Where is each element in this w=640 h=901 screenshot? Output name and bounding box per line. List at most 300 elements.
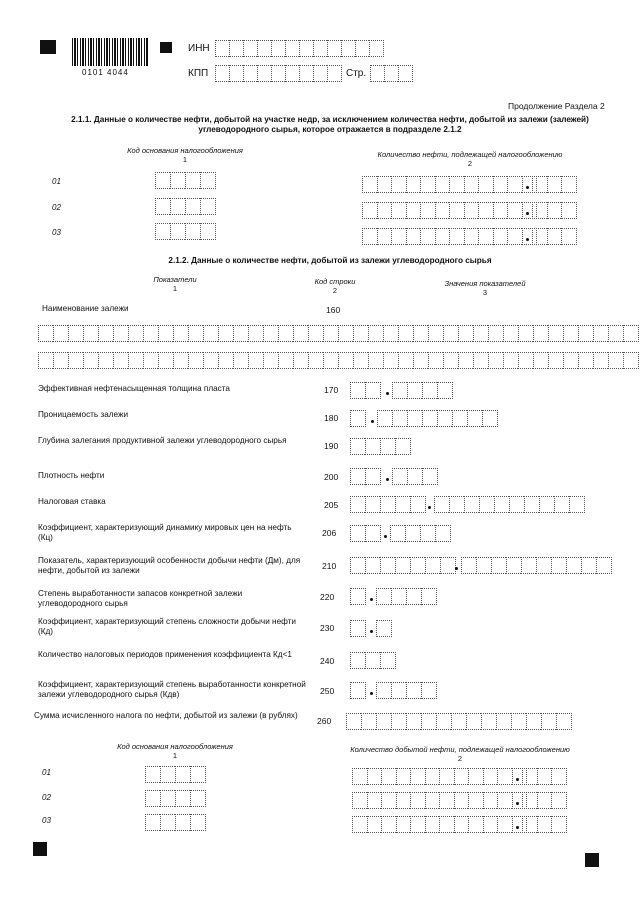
char-cell[interactable]	[175, 766, 190, 783]
char-cell[interactable]	[38, 352, 53, 369]
bottom-code-02[interactable]	[145, 790, 206, 807]
char-cell[interactable]	[398, 352, 413, 369]
char-cell[interactable]	[293, 352, 308, 369]
char-cell[interactable]	[353, 352, 368, 369]
char-cell[interactable]	[440, 557, 456, 574]
char-cell[interactable]	[468, 792, 483, 809]
char-cell[interactable]	[503, 352, 518, 369]
char-cell[interactable]	[346, 713, 361, 730]
char-cell[interactable]	[547, 176, 562, 193]
char-cell[interactable]	[383, 325, 398, 342]
char-cell[interactable]	[190, 790, 206, 807]
char-cell[interactable]	[533, 325, 548, 342]
indicator-210-int[interactable]	[350, 557, 456, 574]
indicator-240[interactable]	[350, 652, 396, 669]
char-cell[interactable]	[113, 325, 128, 342]
char-cell[interactable]	[190, 766, 206, 783]
char-cell[interactable]	[362, 202, 377, 219]
indicator-250-int[interactable]	[350, 682, 366, 699]
char-cell[interactable]	[623, 325, 639, 342]
char-cell[interactable]	[566, 557, 581, 574]
char-cell[interactable]	[578, 352, 593, 369]
char-cell[interactable]	[398, 325, 413, 342]
char-cell[interactable]	[569, 496, 585, 513]
char-cell[interactable]	[478, 202, 493, 219]
char-cell[interactable]	[350, 382, 365, 399]
char-cell[interactable]	[406, 682, 421, 699]
char-cell[interactable]	[449, 202, 464, 219]
char-cell[interactable]	[458, 325, 473, 342]
char-cell[interactable]	[434, 496, 449, 513]
char-cell[interactable]	[365, 496, 380, 513]
char-cell[interactable]	[509, 496, 524, 513]
indicator-180-frac[interactable]	[377, 410, 498, 427]
char-cell[interactable]	[556, 713, 572, 730]
char-cell[interactable]	[365, 652, 380, 669]
char-cell[interactable]	[215, 40, 229, 57]
char-cell[interactable]	[428, 325, 443, 342]
char-cell[interactable]	[425, 792, 440, 809]
char-cell[interactable]	[532, 176, 547, 193]
char-cell[interactable]	[522, 816, 537, 833]
char-cell[interactable]	[203, 352, 218, 369]
char-cell[interactable]	[293, 325, 308, 342]
char-cell[interactable]	[537, 792, 552, 809]
char-cell[interactable]	[623, 352, 639, 369]
char-cell[interactable]	[173, 325, 188, 342]
char-cell[interactable]	[350, 468, 365, 485]
char-cell[interactable]	[532, 228, 547, 245]
char-cell[interactable]	[160, 814, 175, 831]
char-cell[interactable]	[350, 525, 365, 542]
char-cell[interactable]	[395, 557, 410, 574]
char-cell[interactable]	[353, 325, 368, 342]
char-cell[interactable]	[173, 352, 188, 369]
char-cell[interactable]	[497, 768, 512, 785]
char-cell[interactable]	[341, 40, 355, 57]
char-cell[interactable]	[496, 713, 511, 730]
char-cell[interactable]	[98, 325, 113, 342]
char-cell[interactable]	[563, 325, 578, 342]
char-cell[interactable]	[155, 198, 170, 215]
char-cell[interactable]	[338, 325, 353, 342]
char-cell[interactable]	[229, 40, 243, 57]
char-cell[interactable]	[406, 176, 421, 193]
char-cell[interactable]	[422, 410, 437, 427]
char-cell[interactable]	[352, 816, 367, 833]
char-cell[interactable]	[539, 496, 554, 513]
char-cell[interactable]	[479, 496, 494, 513]
char-cell[interactable]	[160, 790, 175, 807]
char-cell[interactable]	[420, 202, 435, 219]
char-cell[interactable]	[451, 713, 466, 730]
char-cell[interactable]	[410, 768, 425, 785]
char-cell[interactable]	[352, 768, 367, 785]
char-cell[interactable]	[468, 816, 483, 833]
char-cell[interactable]	[449, 228, 464, 245]
char-cell[interactable]	[380, 557, 395, 574]
char-cell[interactable]	[392, 410, 407, 427]
char-cell[interactable]	[452, 410, 467, 427]
char-cell[interactable]	[478, 228, 493, 245]
char-cell[interactable]	[68, 352, 83, 369]
char-cell[interactable]	[233, 352, 248, 369]
char-cell[interactable]	[407, 468, 422, 485]
char-cell[interactable]	[439, 768, 454, 785]
char-cell[interactable]	[420, 525, 435, 542]
char-cell[interactable]	[308, 352, 323, 369]
char-cell[interactable]	[478, 176, 493, 193]
char-cell[interactable]	[548, 352, 563, 369]
char-cell[interactable]	[327, 65, 342, 82]
char-cell[interactable]	[155, 172, 170, 189]
char-cell[interactable]	[507, 228, 522, 245]
indicator-190[interactable]	[350, 438, 411, 455]
char-cell[interactable]	[425, 816, 440, 833]
char-cell[interactable]	[554, 496, 569, 513]
char-cell[interactable]	[537, 768, 552, 785]
char-cell[interactable]	[285, 65, 299, 82]
char-cell[interactable]	[563, 352, 578, 369]
s211-qty-01-int[interactable]	[362, 176, 537, 193]
char-cell[interactable]	[421, 588, 437, 605]
char-cell[interactable]	[158, 352, 173, 369]
char-cell[interactable]	[271, 65, 285, 82]
char-cell[interactable]	[391, 682, 406, 699]
char-cell[interactable]	[466, 713, 481, 730]
char-cell[interactable]	[390, 525, 405, 542]
char-cell[interactable]	[593, 352, 608, 369]
char-cell[interactable]	[365, 468, 381, 485]
char-cell[interactable]	[392, 468, 407, 485]
char-cell[interactable]	[464, 176, 479, 193]
char-cell[interactable]	[413, 325, 428, 342]
char-cell[interactable]	[376, 713, 391, 730]
char-cell[interactable]	[175, 790, 190, 807]
char-cell[interactable]	[377, 176, 392, 193]
char-cell[interactable]	[493, 228, 508, 245]
char-cell[interactable]	[532, 202, 547, 219]
char-cell[interactable]	[561, 202, 577, 219]
s211-qty-02-int[interactable]	[362, 202, 537, 219]
char-cell[interactable]	[362, 176, 377, 193]
char-cell[interactable]	[278, 352, 293, 369]
char-cell[interactable]	[233, 325, 248, 342]
char-cell[interactable]	[407, 410, 422, 427]
char-cell[interactable]	[145, 814, 160, 831]
char-cell[interactable]	[350, 588, 366, 605]
char-cell[interactable]	[352, 792, 367, 809]
char-cell[interactable]	[308, 325, 323, 342]
char-cell[interactable]	[323, 352, 338, 369]
char-cell[interactable]	[248, 352, 263, 369]
char-cell[interactable]	[413, 352, 428, 369]
char-cell[interactable]	[188, 325, 203, 342]
indicator-200-int[interactable]	[350, 468, 381, 485]
char-cell[interactable]	[410, 496, 426, 513]
char-cell[interactable]	[476, 557, 491, 574]
char-cell[interactable]	[482, 410, 498, 427]
char-cell[interactable]	[421, 682, 437, 699]
char-cell[interactable]	[481, 713, 496, 730]
char-cell[interactable]	[361, 713, 376, 730]
char-cell[interactable]	[437, 382, 453, 399]
kpp-field[interactable]	[215, 65, 342, 82]
char-cell[interactable]	[420, 176, 435, 193]
char-cell[interactable]	[522, 792, 537, 809]
char-cell[interactable]	[384, 65, 398, 82]
char-cell[interactable]	[299, 40, 313, 57]
char-cell[interactable]	[367, 816, 382, 833]
char-cell[interactable]	[83, 325, 98, 342]
char-cell[interactable]	[188, 352, 203, 369]
inn-field[interactable]	[215, 40, 384, 57]
char-cell[interactable]	[383, 352, 398, 369]
indicator-200-frac[interactable]	[392, 468, 438, 485]
char-cell[interactable]	[425, 557, 440, 574]
char-cell[interactable]	[468, 768, 483, 785]
char-cell[interactable]	[203, 325, 218, 342]
char-cell[interactable]	[158, 325, 173, 342]
indicator-260[interactable]	[346, 713, 572, 730]
char-cell[interactable]	[497, 816, 512, 833]
char-cell[interactable]	[355, 40, 369, 57]
char-cell[interactable]	[420, 228, 435, 245]
char-cell[interactable]	[396, 768, 411, 785]
char-cell[interactable]	[536, 557, 551, 574]
char-cell[interactable]	[537, 816, 552, 833]
bottom-qty-03-frac[interactable]	[522, 816, 567, 833]
char-cell[interactable]	[350, 410, 366, 427]
char-cell[interactable]	[422, 468, 438, 485]
char-cell[interactable]	[473, 352, 488, 369]
char-cell[interactable]	[518, 325, 533, 342]
char-cell[interactable]	[381, 792, 396, 809]
char-cell[interactable]	[381, 768, 396, 785]
char-cell[interactable]	[53, 325, 68, 342]
char-cell[interactable]	[365, 557, 380, 574]
char-cell[interactable]	[368, 325, 383, 342]
char-cell[interactable]	[200, 172, 216, 189]
char-cell[interactable]	[551, 557, 566, 574]
char-cell[interactable]	[143, 352, 158, 369]
char-cell[interactable]	[160, 766, 175, 783]
char-cell[interactable]	[377, 410, 392, 427]
char-cell[interactable]	[493, 176, 508, 193]
char-cell[interactable]	[551, 792, 567, 809]
char-cell[interactable]	[491, 557, 506, 574]
indicator-250-frac[interactable]	[376, 682, 437, 699]
char-cell[interactable]	[526, 713, 541, 730]
char-cell[interactable]	[458, 352, 473, 369]
char-cell[interactable]	[185, 172, 200, 189]
char-cell[interactable]	[439, 816, 454, 833]
char-cell[interactable]	[488, 352, 503, 369]
char-cell[interactable]	[391, 588, 406, 605]
char-cell[interactable]	[443, 352, 458, 369]
char-cell[interactable]	[278, 325, 293, 342]
char-cell[interactable]	[391, 176, 406, 193]
char-cell[interactable]	[407, 382, 422, 399]
indicator-230-frac[interactable]	[376, 620, 392, 637]
char-cell[interactable]	[398, 65, 413, 82]
char-cell[interactable]	[483, 792, 498, 809]
char-cell[interactable]	[392, 382, 407, 399]
indicator-210-frac[interactable]	[461, 557, 612, 574]
char-cell[interactable]	[511, 713, 526, 730]
char-cell[interactable]	[410, 792, 425, 809]
char-cell[interactable]	[449, 496, 464, 513]
char-cell[interactable]	[190, 814, 206, 831]
char-cell[interactable]	[425, 768, 440, 785]
char-cell[interactable]	[365, 438, 380, 455]
char-cell[interactable]	[608, 352, 623, 369]
char-cell[interactable]	[380, 652, 396, 669]
char-cell[interactable]	[522, 768, 537, 785]
char-cell[interactable]	[518, 352, 533, 369]
char-cell[interactable]	[406, 202, 421, 219]
bottom-qty-02-frac[interactable]	[522, 792, 567, 809]
char-cell[interactable]	[561, 228, 577, 245]
char-cell[interactable]	[396, 792, 411, 809]
char-cell[interactable]	[428, 352, 443, 369]
char-cell[interactable]	[170, 172, 185, 189]
char-cell[interactable]	[53, 352, 68, 369]
char-cell[interactable]	[421, 713, 436, 730]
char-cell[interactable]	[406, 713, 421, 730]
char-cell[interactable]	[454, 816, 469, 833]
char-cell[interactable]	[229, 65, 243, 82]
char-cell[interactable]	[350, 438, 365, 455]
s211-qty-03-frac[interactable]	[532, 228, 577, 245]
char-cell[interactable]	[299, 65, 313, 82]
char-cell[interactable]	[143, 325, 158, 342]
char-cell[interactable]	[551, 816, 567, 833]
char-cell[interactable]	[263, 352, 278, 369]
char-cell[interactable]	[435, 202, 450, 219]
char-cell[interactable]	[215, 65, 229, 82]
char-cell[interactable]	[185, 223, 200, 240]
char-cell[interactable]	[327, 40, 341, 57]
indicator-205-frac[interactable]	[434, 496, 585, 513]
char-cell[interactable]	[155, 223, 170, 240]
char-cell[interactable]	[380, 438, 395, 455]
char-cell[interactable]	[376, 682, 391, 699]
char-cell[interactable]	[128, 325, 143, 342]
char-cell[interactable]	[145, 766, 160, 783]
s211-code-03[interactable]	[155, 223, 216, 240]
char-cell[interactable]	[365, 525, 381, 542]
char-cell[interactable]	[521, 557, 536, 574]
char-cell[interactable]	[380, 496, 395, 513]
char-cell[interactable]	[467, 410, 482, 427]
char-cell[interactable]	[368, 352, 383, 369]
char-cell[interactable]	[313, 40, 327, 57]
char-cell[interactable]	[395, 496, 410, 513]
indicator-170-frac[interactable]	[392, 382, 453, 399]
char-cell[interactable]	[381, 816, 396, 833]
char-cell[interactable]	[488, 325, 503, 342]
char-cell[interactable]	[362, 228, 377, 245]
char-cell[interactable]	[257, 65, 271, 82]
char-cell[interactable]	[248, 325, 263, 342]
char-cell[interactable]	[391, 202, 406, 219]
char-cell[interactable]	[406, 588, 421, 605]
indicator-230-int[interactable]	[350, 620, 366, 637]
char-cell[interactable]	[524, 496, 539, 513]
char-cell[interactable]	[493, 202, 508, 219]
char-cell[interactable]	[503, 325, 518, 342]
char-cell[interactable]	[367, 768, 382, 785]
char-cell[interactable]	[218, 352, 233, 369]
char-cell[interactable]	[435, 525, 451, 542]
bottom-qty-03-int[interactable]	[352, 816, 527, 833]
char-cell[interactable]	[406, 228, 421, 245]
indicator-206-int[interactable]	[350, 525, 381, 542]
char-cell[interactable]	[175, 814, 190, 831]
char-cell[interactable]	[370, 65, 384, 82]
char-cell[interactable]	[443, 325, 458, 342]
char-cell[interactable]	[218, 325, 233, 342]
char-cell[interactable]	[395, 438, 411, 455]
char-cell[interactable]	[439, 792, 454, 809]
char-cell[interactable]	[200, 198, 216, 215]
char-cell[interactable]	[376, 620, 392, 637]
char-cell[interactable]	[396, 816, 411, 833]
s211-code-01[interactable]	[155, 172, 216, 189]
char-cell[interactable]	[323, 325, 338, 342]
s211-code-02[interactable]	[155, 198, 216, 215]
char-cell[interactable]	[338, 352, 353, 369]
char-cell[interactable]	[497, 792, 512, 809]
char-cell[interactable]	[436, 713, 451, 730]
bottom-code-01[interactable]	[145, 766, 206, 783]
char-cell[interactable]	[547, 202, 562, 219]
char-cell[interactable]	[435, 176, 450, 193]
char-cell[interactable]	[405, 525, 420, 542]
char-cell[interactable]	[593, 325, 608, 342]
char-cell[interactable]	[464, 496, 479, 513]
char-cell[interactable]	[350, 682, 366, 699]
char-cell[interactable]	[113, 352, 128, 369]
char-cell[interactable]	[350, 496, 365, 513]
indicator-206-frac[interactable]	[390, 525, 451, 542]
char-cell[interactable]	[377, 228, 392, 245]
char-cell[interactable]	[435, 228, 450, 245]
s211-qty-01-frac[interactable]	[532, 176, 577, 193]
char-cell[interactable]	[185, 198, 200, 215]
char-cell[interactable]	[547, 228, 562, 245]
char-cell[interactable]	[578, 325, 593, 342]
char-cell[interactable]	[350, 652, 365, 669]
deposit-name-line-1[interactable]	[38, 325, 639, 342]
char-cell[interactable]	[507, 176, 522, 193]
char-cell[interactable]	[608, 325, 623, 342]
char-cell[interactable]	[285, 40, 299, 57]
char-cell[interactable]	[128, 352, 143, 369]
char-cell[interactable]	[541, 713, 556, 730]
char-cell[interactable]	[548, 325, 563, 342]
char-cell[interactable]	[365, 382, 381, 399]
char-cell[interactable]	[483, 816, 498, 833]
bottom-qty-02-int[interactable]	[352, 792, 527, 809]
char-cell[interactable]	[410, 557, 425, 574]
char-cell[interactable]	[461, 557, 476, 574]
indicator-220-int[interactable]	[350, 588, 366, 605]
char-cell[interactable]	[507, 202, 522, 219]
char-cell[interactable]	[391, 228, 406, 245]
char-cell[interactable]	[454, 768, 469, 785]
